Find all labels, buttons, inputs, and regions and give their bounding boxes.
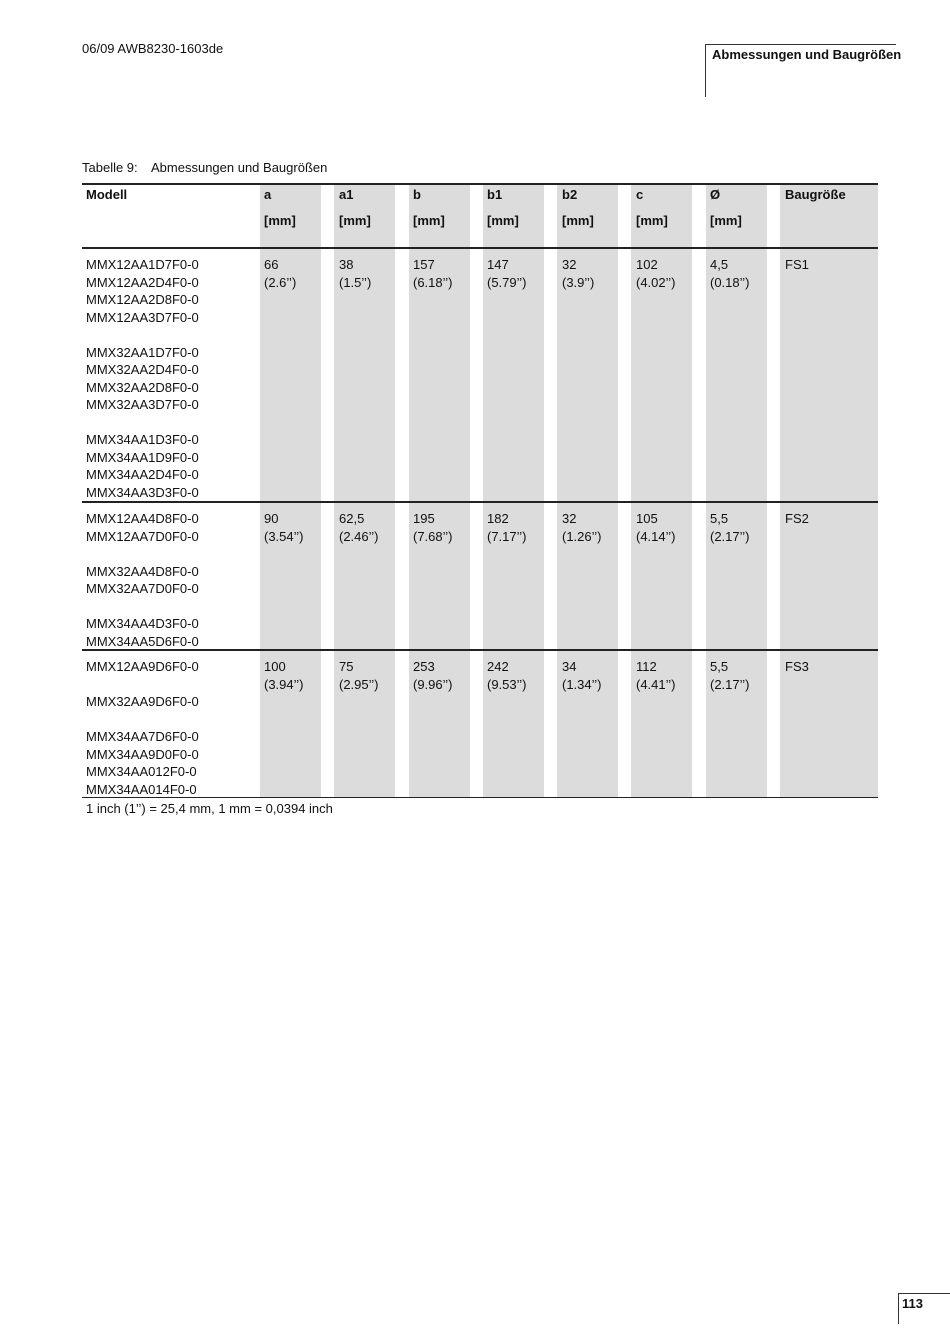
model-list xyxy=(86,256,199,501)
dimension-mm: 5,5 xyxy=(710,511,729,526)
dimension-cell xyxy=(636,510,676,545)
model-code: MMX12AA9D6F0-0 xyxy=(86,659,199,674)
model-code: MMX34AA2D4F0-0 xyxy=(86,467,199,482)
model-block-gap xyxy=(86,326,199,344)
model-code: MMX32AA2D4F0-0 xyxy=(86,362,199,377)
dimension-mm: 105 xyxy=(636,511,658,526)
dimension-cell xyxy=(487,658,527,693)
header-a1-unit: [mm] xyxy=(339,213,371,228)
dimension-cell xyxy=(413,510,453,545)
model-code: MMX34AA7D6F0-0 xyxy=(86,729,199,744)
dimension-mm: 242 xyxy=(487,659,509,674)
model-code: MMX32AA1D7F0-0 xyxy=(86,344,199,360)
dimension-cell xyxy=(562,658,602,693)
rule-group-1 xyxy=(82,501,878,503)
dimension-inch: (7.68’’) xyxy=(413,528,453,544)
dimension-inch: (4.02’’) xyxy=(636,274,676,290)
dimension-inch: (2.95’’) xyxy=(339,676,379,692)
model-code: MMX32AA7D0F0-0 xyxy=(86,581,199,596)
header-c: c xyxy=(636,187,644,202)
dimension-mm: 32 xyxy=(562,511,577,526)
header-b: b xyxy=(413,187,421,202)
frame-size: FS2 xyxy=(785,511,809,526)
dimension-mm: 66 xyxy=(264,257,279,272)
model-code: MMX34AA9D0F0-0 xyxy=(86,746,199,762)
caption-title: Abmessungen und Baugrößen xyxy=(151,160,328,175)
dimension-inch: (2.17’’) xyxy=(710,676,750,692)
model-code: MMX12AA2D4F0-0 xyxy=(86,274,199,290)
model-block-gap xyxy=(86,414,199,432)
rule-bottom xyxy=(82,797,878,798)
dimension-mm: 38 xyxy=(339,257,354,272)
dimension-cell xyxy=(636,256,676,291)
dimension-cell xyxy=(413,658,453,693)
header-modell: Modell xyxy=(86,187,128,202)
dimension-cell xyxy=(264,510,304,545)
model-list xyxy=(86,658,199,798)
dimension-cell xyxy=(562,256,594,291)
dimension-inch: (5.79’’) xyxy=(487,274,527,290)
page-number-box xyxy=(898,1293,950,1324)
model-code: MMX34AA3D3F0-0 xyxy=(86,484,199,500)
table-footnote: 1 inch (1’’) = 25,4 mm, 1 mm = 0,0394 inch xyxy=(86,801,333,816)
dimension-mm: 112 xyxy=(636,659,657,674)
dimension-mm: 147 xyxy=(487,257,509,272)
column-shade-size xyxy=(780,183,878,798)
section-title: Abmessungen und Baugrößen xyxy=(712,47,902,62)
rule-header xyxy=(82,247,878,249)
dimension-mm: 102 xyxy=(636,257,658,272)
header-c-unit: [mm] xyxy=(636,213,668,228)
dimension-inch: (7.17’’) xyxy=(487,528,527,544)
doc-id: 06/09 AWB8230-1603de xyxy=(82,41,224,56)
dimension-mm: 75 xyxy=(339,659,354,674)
dimension-inch: (3.9’’) xyxy=(562,274,595,290)
dimension-mm: 34 xyxy=(562,659,577,674)
dimension-inch: (4.14’’) xyxy=(636,528,676,544)
header-b2: b2 xyxy=(562,187,578,202)
dimension-mm: 195 xyxy=(413,511,435,526)
model-code: MMX12AA4D8F0-0 xyxy=(86,511,199,526)
dimension-inch: (9.53’’) xyxy=(487,676,527,692)
page-number: 113 xyxy=(902,1296,923,1311)
model-code: MMX34AA1D3F0-0 xyxy=(86,432,199,447)
model-code: MMX32AA9D6F0-0 xyxy=(86,694,199,709)
dimension-inch: (1.34’’) xyxy=(562,676,602,692)
dimension-inch: (4.41’’) xyxy=(636,676,676,692)
model-code: MMX34AA012F0-0 xyxy=(86,764,197,779)
dimension-cell xyxy=(487,510,527,545)
dimension-inch: (2.46’’) xyxy=(339,528,379,544)
model-code: MMX32AA3D7F0-0 xyxy=(86,397,199,412)
header-a: a xyxy=(264,187,272,202)
dimension-mm: 32 xyxy=(562,257,577,272)
header-b1: b1 xyxy=(487,187,503,202)
header-a1: a1 xyxy=(339,187,354,202)
model-code: MMX12AA1D7F0-0 xyxy=(86,257,199,272)
dimension-cell xyxy=(339,510,379,545)
dimension-cell xyxy=(636,658,676,693)
rule-top xyxy=(82,183,878,185)
model-code: MMX12AA7D0F0-0 xyxy=(86,528,199,544)
header-diameter: Ø xyxy=(710,187,721,202)
dimension-inch: (0.18’’) xyxy=(710,274,750,290)
model-block-gap xyxy=(86,598,199,616)
dimension-cell xyxy=(487,256,527,291)
dimension-cell xyxy=(413,256,453,291)
dimension-inch: (1.26’’) xyxy=(562,528,602,544)
dimension-cell xyxy=(562,510,602,545)
dimension-mm: 5,5 xyxy=(710,659,729,674)
model-block-gap xyxy=(86,545,199,563)
dimension-cell xyxy=(339,256,371,291)
model-block-gap xyxy=(86,711,199,729)
header-a-unit: [mm] xyxy=(264,213,296,228)
dimension-inch: (1.5’’) xyxy=(339,274,372,290)
dimension-inch: (2.6’’) xyxy=(264,274,297,290)
dimension-inch: (9.96’’) xyxy=(413,676,453,692)
header-b-unit: [mm] xyxy=(413,213,445,228)
dimension-mm: 100 xyxy=(264,659,286,674)
header-b2-unit: [mm] xyxy=(562,213,594,228)
dimension-inch: (2.17’’) xyxy=(710,528,750,544)
dimension-inch: (3.54’’) xyxy=(264,528,304,544)
model-code: MMX12AA3D7F0-0 xyxy=(86,309,199,325)
section-header xyxy=(705,44,902,97)
model-code: MMX34AA5D6F0-0 xyxy=(86,633,199,649)
dimension-inch: (3.94’’) xyxy=(264,676,304,692)
dimension-cell xyxy=(339,658,379,693)
dimension-mm: 253 xyxy=(413,659,435,674)
dimension-cell xyxy=(264,256,296,291)
model-code: MMX12AA2D8F0-0 xyxy=(86,292,199,307)
frame-size: FS3 xyxy=(785,659,809,674)
dimension-mm: 157 xyxy=(413,257,435,272)
header-b1-unit: [mm] xyxy=(487,213,519,228)
dimension-cell xyxy=(264,658,304,693)
dimension-inch: (6.18’’) xyxy=(413,274,453,290)
dimension-mm: 4,5 xyxy=(710,257,729,272)
model-code: MMX32AA4D8F0-0 xyxy=(86,563,199,579)
dimension-cell xyxy=(710,658,750,693)
caption-label: Tabelle 9: xyxy=(82,160,138,175)
frame-size: FS1 xyxy=(785,257,809,272)
dimension-cell xyxy=(710,510,750,545)
dimension-mm: 182 xyxy=(487,511,509,526)
dimension-mm: 62,5 xyxy=(339,511,365,526)
model-code: MMX34AA014F0-0 xyxy=(86,781,197,797)
dimension-cell xyxy=(710,256,750,291)
model-code: MMX34AA4D3F0-0 xyxy=(86,616,199,631)
table-caption xyxy=(82,160,327,175)
header-baugroesse: Baugröße xyxy=(785,187,846,202)
model-block-gap xyxy=(86,676,199,694)
model-code: MMX34AA1D9F0-0 xyxy=(86,449,199,465)
model-list xyxy=(86,510,199,650)
header-diameter-unit: [mm] xyxy=(710,213,742,228)
dimension-mm: 90 xyxy=(264,511,279,526)
model-code: MMX32AA2D8F0-0 xyxy=(86,379,199,395)
rule-group-2 xyxy=(82,649,878,651)
